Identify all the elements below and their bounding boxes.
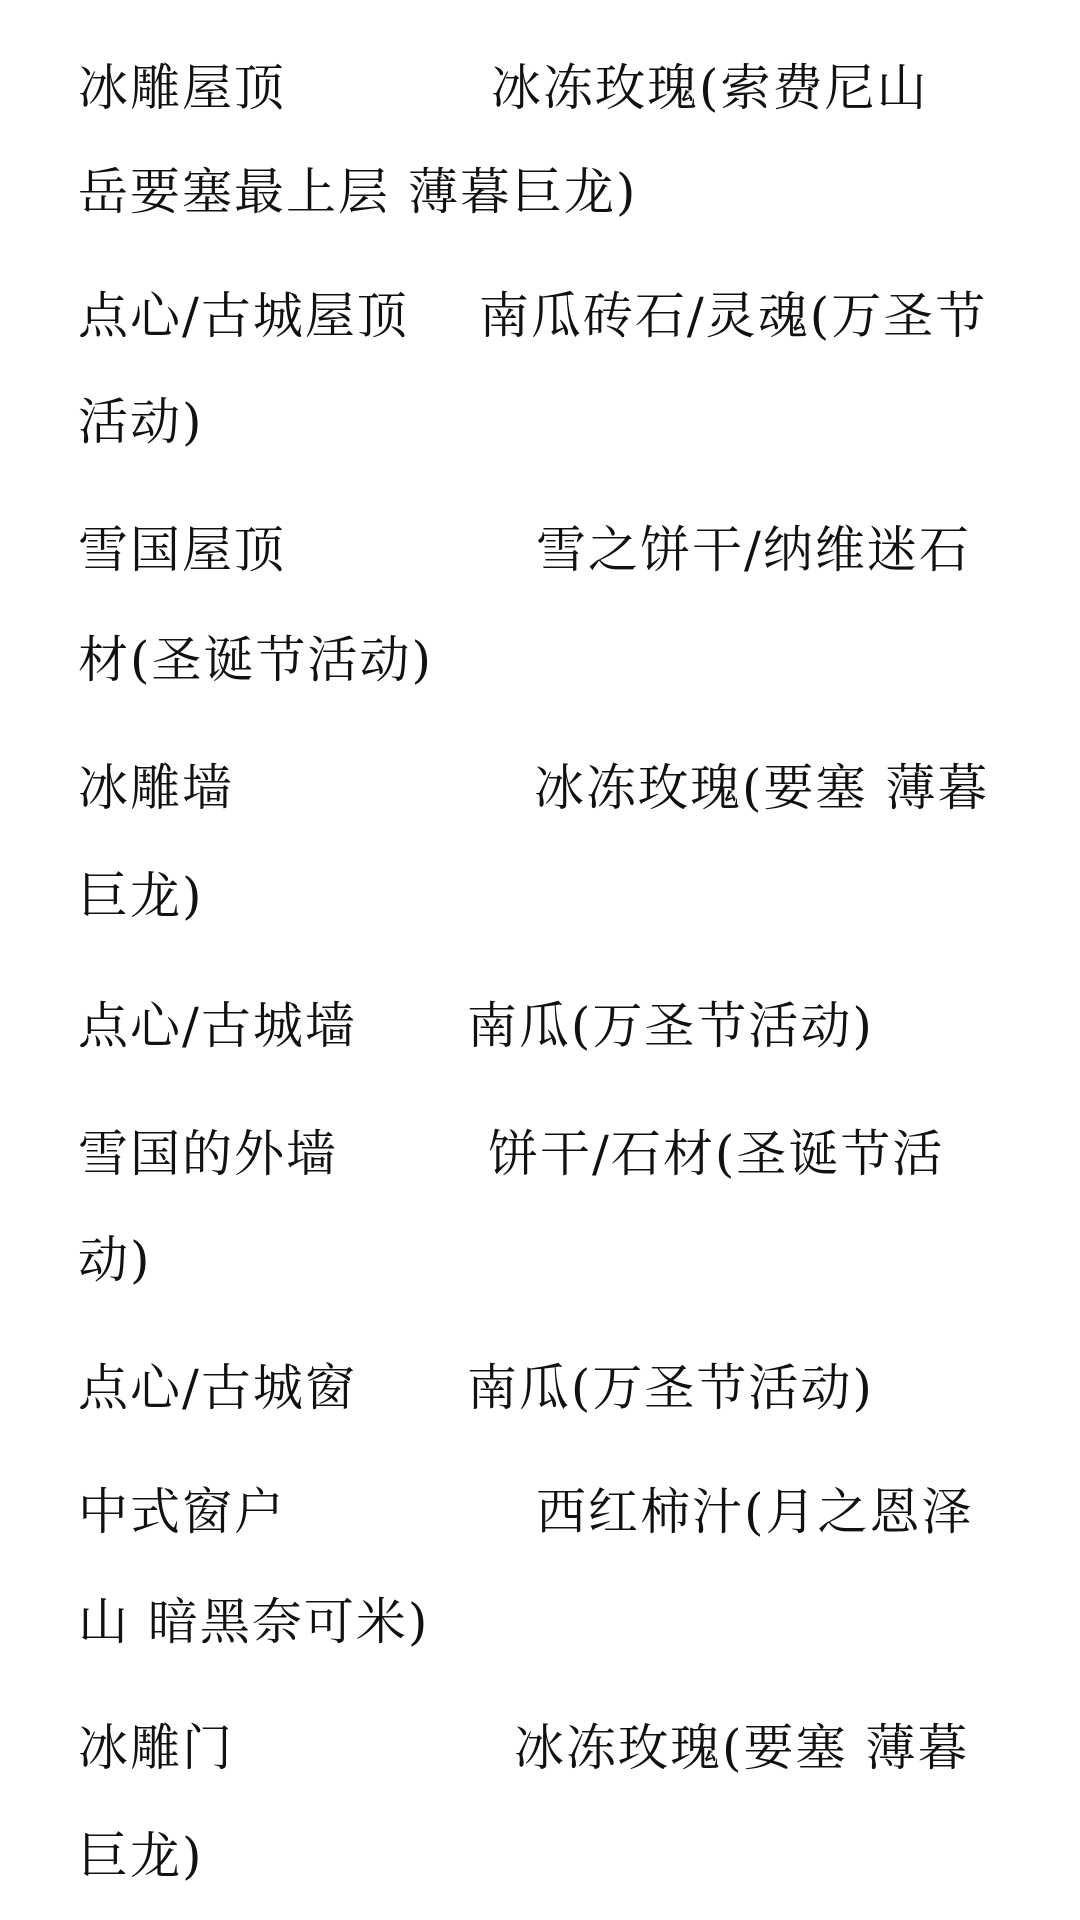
entry-line-continued bbox=[78, 1826, 1018, 1886]
entry-material: 饼干/石材(圣诞节活 bbox=[488, 1125, 945, 1183]
entry-item: 雪国屋顶 bbox=[78, 521, 286, 579]
entry-item: 中式窗户 bbox=[78, 1483, 286, 1541]
entry-line bbox=[78, 758, 1018, 818]
entry-material-continued: 山 暗黑奈可米) bbox=[78, 1593, 430, 1651]
entry-material-continued: 材(圣诞节活动) bbox=[78, 631, 434, 689]
entry-material: 雪之饼干/纳维迷石 bbox=[536, 521, 971, 579]
entry-line bbox=[78, 286, 1018, 346]
entry-line bbox=[78, 996, 1018, 1056]
entry-line-continued bbox=[78, 866, 1018, 926]
entry-line bbox=[78, 1124, 1018, 1184]
entry-item: 冰雕屋顶 bbox=[78, 59, 286, 117]
entry-line bbox=[78, 1718, 1018, 1778]
entry-line bbox=[78, 58, 1018, 118]
entry-material-continued: 岳要塞最上层 薄暮巨龙) bbox=[78, 163, 638, 221]
entry-material-continued: 活动) bbox=[78, 393, 204, 451]
entry-material: 冰冻玫瑰(要塞 薄暮 bbox=[534, 759, 990, 817]
entry-line bbox=[78, 1358, 1018, 1418]
entry-line-continued bbox=[78, 392, 1018, 452]
entry-material-continued: 巨龙) bbox=[78, 1827, 204, 1885]
entry-item: 点心/古城窗 bbox=[78, 1359, 357, 1417]
entry-material: 南瓜(万圣节活动) bbox=[466, 997, 874, 1055]
entry-material-continued: 巨龙) bbox=[78, 867, 204, 925]
entry-line bbox=[78, 1482, 1018, 1542]
entry-item: 冰雕门 bbox=[78, 1719, 234, 1777]
entry-material-continued: 动) bbox=[78, 1231, 152, 1289]
entry-item: 点心/古城屋顶 bbox=[78, 287, 409, 345]
entry-line-continued bbox=[78, 1230, 1018, 1290]
entry-material: 南瓜(万圣节活动) bbox=[466, 1359, 874, 1417]
entry-material: 冰冻玫瑰(索费尼山 bbox=[491, 59, 929, 117]
entry-line-continued bbox=[78, 1592, 1018, 1652]
entry-line bbox=[78, 520, 1018, 580]
entry-item: 雪国的外墙 bbox=[78, 1125, 338, 1183]
entry-item: 冰雕墙 bbox=[78, 759, 234, 817]
entry-item: 点心/古城墙 bbox=[78, 997, 357, 1055]
entry-line-continued bbox=[78, 162, 1018, 222]
entry-material: 西红柿汁(月之恩泽 bbox=[536, 1483, 974, 1541]
entry-line-continued bbox=[78, 630, 1018, 690]
entry-material: 冰冻玫瑰(要塞 薄暮 bbox=[514, 1719, 970, 1777]
entry-material: 南瓜砖石/灵魂(万圣节 bbox=[478, 287, 988, 345]
